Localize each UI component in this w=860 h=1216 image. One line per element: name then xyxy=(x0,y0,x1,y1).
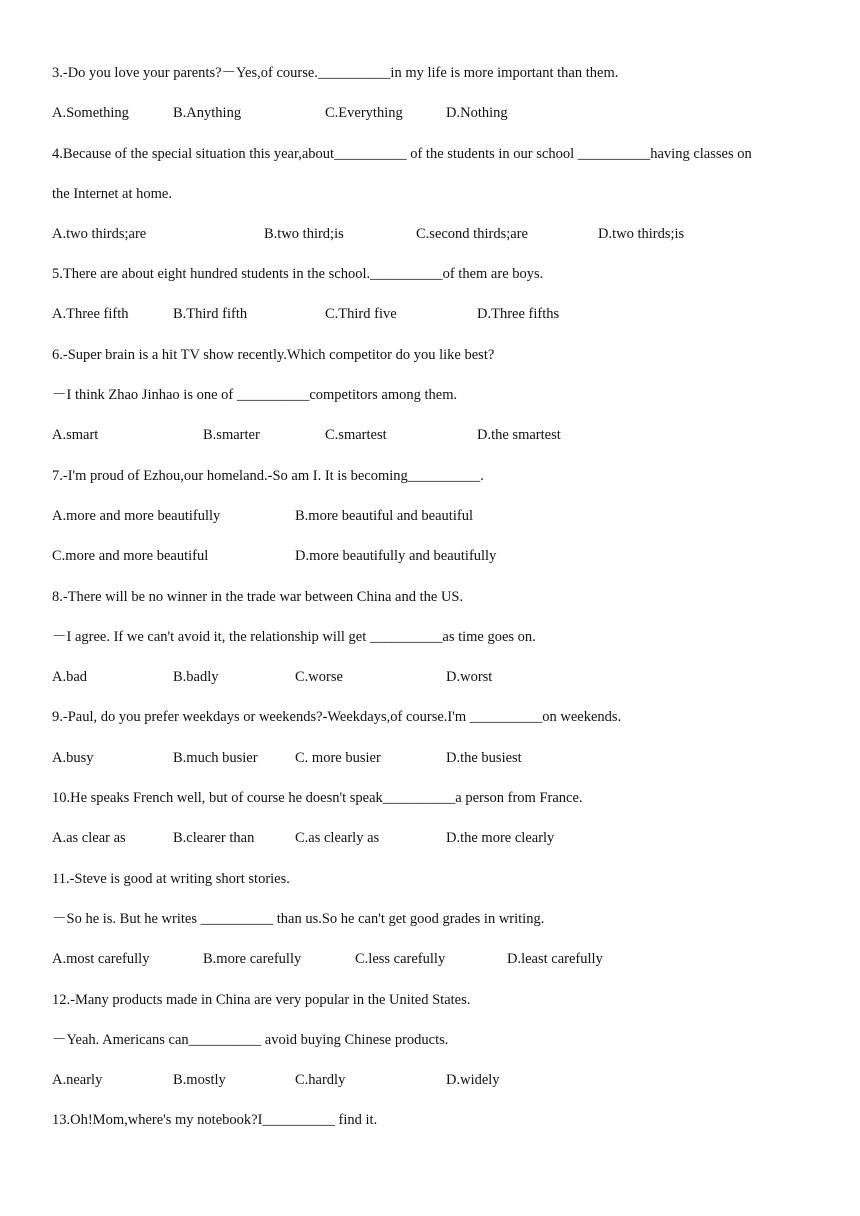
question-11-option-c: C.less carefully xyxy=(355,951,446,967)
question-11-option-a: A.most carefully xyxy=(52,951,150,967)
question-6-reply: －I think Zhao Jinhao is one of __________competitors among them. xyxy=(52,387,458,403)
question-11-option-d: D.least carefully xyxy=(507,951,603,967)
question-5-option-b: B.Third fifth xyxy=(173,306,248,322)
question-4-option-a: A.two thirds;are xyxy=(52,226,147,242)
question-11-stem: 11.-Steve is good at writing short stories. xyxy=(52,871,290,887)
question-5-option-d: D.Three fifths xyxy=(477,306,560,322)
question-5-stem: 5.There are about eight hundred students in the school.__________of them are boys. xyxy=(52,266,544,282)
question-10-option-b: B.clearer than xyxy=(173,830,255,846)
question-5-option-a: A.Three fifth xyxy=(52,306,129,322)
question-6-stem: 6.-Super brain is a hit TV show recently.Which competitor do you like best? xyxy=(52,347,495,363)
question-9-option-a: A.busy xyxy=(52,750,94,766)
question-3-option-c: C.Everything xyxy=(325,105,403,121)
question-6-option-d: D.the smartest xyxy=(477,427,561,443)
question-12-option-b: B.mostly xyxy=(173,1072,226,1088)
question-12-stem: 12.-Many products made in China are very popular in the United States. xyxy=(52,992,471,1008)
question-3-stem: 3.-Do you love your parents?－Yes,of course.__________in my life is more important than them. xyxy=(52,65,619,81)
question-4-stem: 4.Because of the special situation this year,about__________ of the students in our school __________having classes on xyxy=(52,146,752,162)
question-12-option-c: C.hardly xyxy=(295,1072,346,1088)
question-10-stem: 10.He speaks French well, but of course he doesn't speak__________a person from France. xyxy=(52,790,583,806)
question-5-option-c: C.Third five xyxy=(325,306,397,322)
question-8-option-b: B.badly xyxy=(173,669,219,685)
question-12-option-a: A.nearly xyxy=(52,1072,103,1088)
question-8-option-a: A.bad xyxy=(52,669,88,685)
question-4-option-d: D.two thirds;is xyxy=(598,226,685,242)
question-9-option-b: B.much busier xyxy=(173,750,258,766)
question-12-option-d: D.widely xyxy=(446,1072,500,1088)
question-10-option-a: A.as clear as xyxy=(52,830,126,846)
question-4-option-b: B.two third;is xyxy=(264,226,344,242)
question-4-option-c: C.second thirds;are xyxy=(416,226,528,242)
question-11-option-b: B.more carefully xyxy=(203,951,302,967)
question-9-option-d: D.the busiest xyxy=(446,750,522,766)
question-8-stem: 8.-There will be no winner in the trade war between China and the US. xyxy=(52,589,464,605)
question-7-option-d: D.more beautifully and beautifully xyxy=(295,548,497,564)
question-8-option-c: C.worse xyxy=(295,669,343,685)
question-13-stem: 13.Oh!Mom,where's my notebook?I__________ find it. xyxy=(52,1112,378,1128)
question-10-option-d: D.the more clearly xyxy=(446,830,555,846)
question-8-option-d: D.worst xyxy=(446,669,493,685)
question-3-option-d: D.Nothing xyxy=(446,105,508,121)
question-10-option-c: C.as clearly as xyxy=(295,830,380,846)
question-6-option-b: B.smarter xyxy=(203,427,260,443)
question-9-option-c: C. more busier xyxy=(295,750,381,766)
question-12-reply: －Yeah. Americans can__________ avoid buying Chinese products. xyxy=(52,1032,449,1048)
question-3-option-a: A.Something xyxy=(52,105,129,121)
question-7-option-a: A.more and more beautifully xyxy=(52,508,221,524)
question-6-option-a: A.smart xyxy=(52,427,99,443)
question-6-option-c: C.smartest xyxy=(325,427,387,443)
question-11-reply: －So he is. But he writes __________ than us.So he can't get good grades in writing. xyxy=(52,911,545,927)
question-4-stem-continued: the Internet at home. xyxy=(52,186,172,202)
question-7-option-c: C.more and more beautiful xyxy=(52,548,209,564)
question-7-option-b: B.more beautiful and beautiful xyxy=(295,508,473,524)
question-9-stem: 9.-Paul, do you prefer weekdays or weekends?-Weekdays,of course.I'm __________on weekends. xyxy=(52,709,622,725)
question-3-option-b: B.Anything xyxy=(173,105,242,121)
question-7-stem: 7.-I'm proud of Ezhou,our homeland.-So am I. It is becoming__________. xyxy=(52,468,484,484)
question-8-reply: －I agree. If we can't avoid it, the relationship will get __________as time goes on. xyxy=(52,629,536,645)
